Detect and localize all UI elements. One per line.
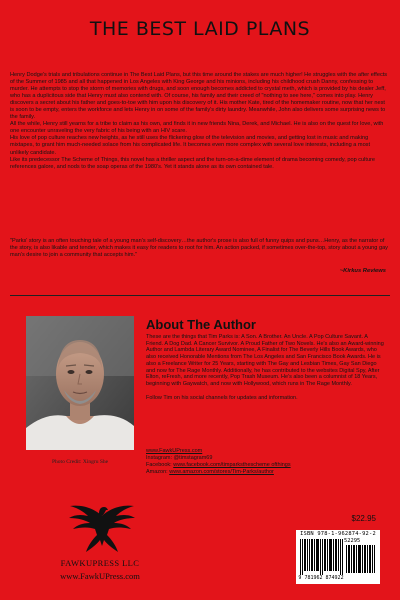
section-divider bbox=[10, 295, 390, 296]
description-paragraph: Like its predecessor The Scheme of Things, this novel has a thriller aspect and the turn-on-a-dime element of drama becoming comedy, pop culture references galore, and nods to the soap operas of the 1980's. Yet it stands alone as its own contained tale. bbox=[10, 156, 376, 170]
website-link[interactable]: www.FawkUPress.com bbox=[146, 448, 203, 454]
publisher-url[interactable]: www.FawkUPress.com bbox=[60, 571, 140, 581]
review-source: ~Kirkus Reviews bbox=[339, 268, 386, 274]
addon-barcode-icon bbox=[346, 545, 376, 573]
author-bio bbox=[146, 334, 386, 401]
author-bio-paragraph: These are the things that Tim Parks is: A Son. A Brother. An Uncle. A Pop Culture Savant. A Friend. A Dog Dad. A Cancer Survivor. A Proud Father of Two Novels. He's also an Award-winning Author and Lambda Literary Award Nominee, A Finalist for The Beverly Hills Book Awards, who also received Honorable Mentions from The Los Angeles and San Francisco Book Awards. He is also a Freelance Writer for 25 Years, starting with The Gay and Lesbian Times, Gay San Diego and now for The Rage Monthly. Additionally, he has contributed to the websites Digital Spy, After Elton, reFresh, and more recently, Pop Trash Museum. He's also been a columnist of 18 Years, beginning with Gaywatch, and now with Hollywood, which runs in The Rage Monthly. bbox=[146, 334, 384, 387]
amazon-link[interactable]: www.amazon.com/stores/Tim-Parks/author bbox=[169, 468, 274, 475]
review-quote: "Parks' story is an often touching tale of a young man's self-discovery…the author's prose is also full of funny quips and puns…Henry, as the narrator of the story, is also likable and tender, which makes it easy for readers to root for him. An action packed, if sometimes over-the-top, story about a young gay man's desire to join a community that accepts him." bbox=[10, 238, 388, 259]
publisher-logo bbox=[66, 502, 138, 554]
about-author-heading: About The Author bbox=[146, 317, 256, 332]
photo-credit: Photo Credit: Xingru She bbox=[52, 459, 109, 465]
book-description bbox=[10, 72, 390, 171]
description-paragraph: His love of pop culture reaches new heights, as he still uses the flickering glow of the television and movies, and getting lost in music and making mixtapes, to grant him much-needed solace from his complicated life. It becomes even more complex with several love interests, including a most unlikely candidate. bbox=[10, 135, 371, 156]
eagle-logo-icon bbox=[66, 502, 138, 554]
instagram-label: Instagram: bbox=[146, 454, 174, 461]
author-portrait-icon bbox=[26, 316, 134, 450]
author-photo bbox=[26, 316, 134, 450]
author-links bbox=[146, 448, 386, 476]
isbn-text: ISBN 978-1-962874-92-2 bbox=[300, 531, 376, 537]
description-paragraph: Henry Dodge's trials and tribulations continue in The Best Laid Plans, but this time around the stakes are much higher! He struggles with the after effects of the Summer of 1985 and all that happened in Los Angeles with King George and his minions, including his childhood crush Danny, confessing to murder. He attempts to stop the storm of memories with drugs, and soon enough becomes addicted to crystal meth, which is provided by his dealer Jeff, who has a duplicitous side that Henry must also contend with. Of course, his family and their creed of "nothing to see here," comes into play. Henry discovers a secret about his father and goes-to-toe with him upon his discovery of it. His mother Kate, tired of the homemaker routine, now that her nest is soon to be empty, enters the workforce and lets Henry in on some of the family's dirty laundry. Meanwhile, John also delivers some surprising news to the family. bbox=[10, 72, 388, 121]
barcode-digits: 9 781962 874922 bbox=[298, 575, 344, 581]
instagram-handle[interactable]: @timstagram69 bbox=[173, 454, 213, 461]
amazon-label: Amazon: bbox=[146, 468, 170, 475]
publisher-name: FAWKUPRESS LLC bbox=[60, 558, 140, 568]
facebook-link[interactable]: www.facebook.com/timparksthescheme ofthings bbox=[173, 461, 291, 468]
facebook-label: Facebook: bbox=[146, 461, 174, 468]
price-label: $22.95 bbox=[351, 514, 376, 523]
price-code: 52295 bbox=[344, 538, 361, 544]
isbn-barcode bbox=[296, 530, 380, 584]
author-bio-paragraph: Follow Tim on his social channels for updates and information. bbox=[146, 394, 298, 401]
book-title: THE BEST LAID PLANS bbox=[89, 18, 311, 40]
description-paragraph: All the while, Henry still yearns for a tribe to claim as his own, and finds it in new friends Nina, Derek, and Michael. He is also on the quest for love, with one encounter unraveling the very fabric of his being with an HIV scare. bbox=[10, 121, 384, 135]
barcode-icon bbox=[300, 539, 344, 575]
